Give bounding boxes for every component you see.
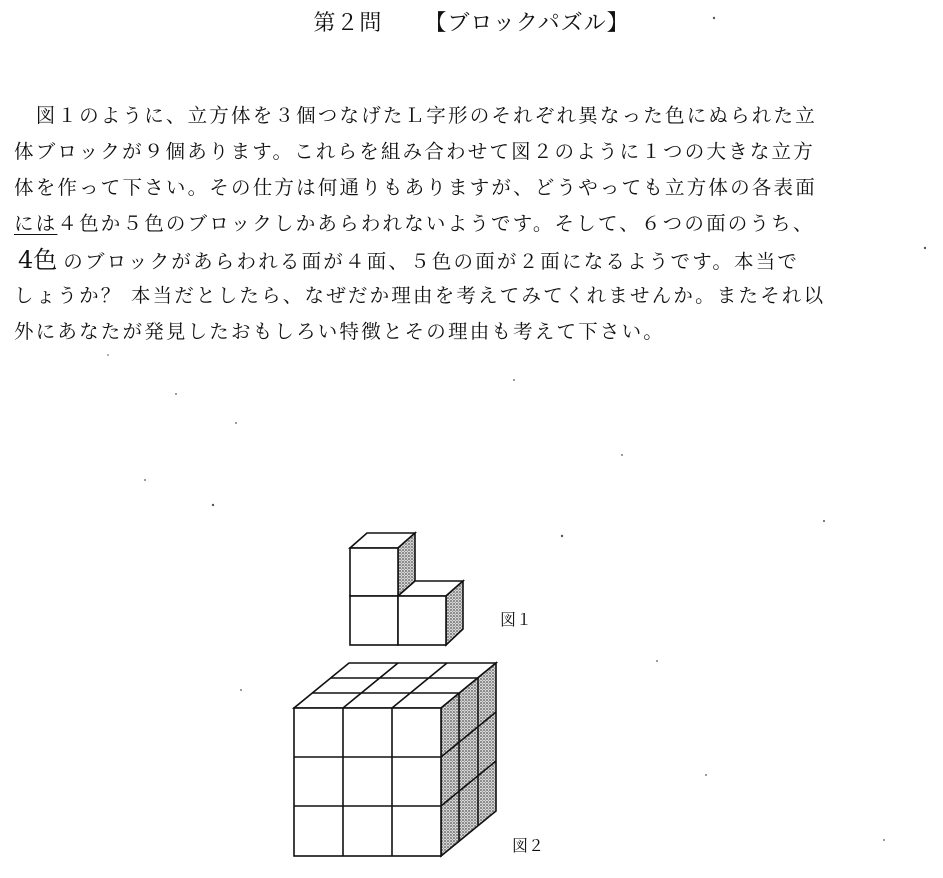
figure-1-l-block xyxy=(350,533,463,645)
fig1-front-lower-left xyxy=(350,596,398,645)
underlined-word: には xyxy=(14,212,58,235)
text-line-3-content: 体を作って下さい。その仕方は何通りもありますが、どうやっても立方体の各表面 xyxy=(14,176,817,199)
problem-number: 第２問 xyxy=(313,11,383,36)
scan-specks xyxy=(107,17,926,841)
fig2-front-face xyxy=(294,708,441,856)
figure-1-label: 図１ xyxy=(500,610,533,629)
text-line-2-content: 体ブロックが９個あります。これらを組み合わせて図２のように１つの大きな立方 xyxy=(14,140,815,163)
text-line-4-content: ４色か５色のブロックしかあらわれないようです。そして、６つの面のうち、 xyxy=(57,212,815,235)
text-line-6-content: しょうか？ 本当だとしたら、なぜだか理由を考えてみてくれませんか。またそれ以 xyxy=(14,284,826,307)
fig1-front-upper xyxy=(350,548,398,596)
text-line-7-content: 外にあなたが発見したおもしろい特徴とその理由も考えて下さい。 xyxy=(14,320,666,343)
fig1-front-lower-right xyxy=(398,596,446,645)
text-line-5-content: のブロックがあらわれる面が４面、５色の面が２面になるようです。本当で xyxy=(63,250,800,273)
text-line-1-content: 図１のように、立方体を３個つなげたＬ字形のそれぞれ異なった色にぬられた立 xyxy=(14,104,817,127)
handwritten-note: 4色 xyxy=(18,246,58,274)
figure-2-cube xyxy=(294,663,496,856)
figure-2-label: 図２ xyxy=(512,836,545,855)
problem-topic: 【ブロックパズル】 xyxy=(424,11,630,36)
